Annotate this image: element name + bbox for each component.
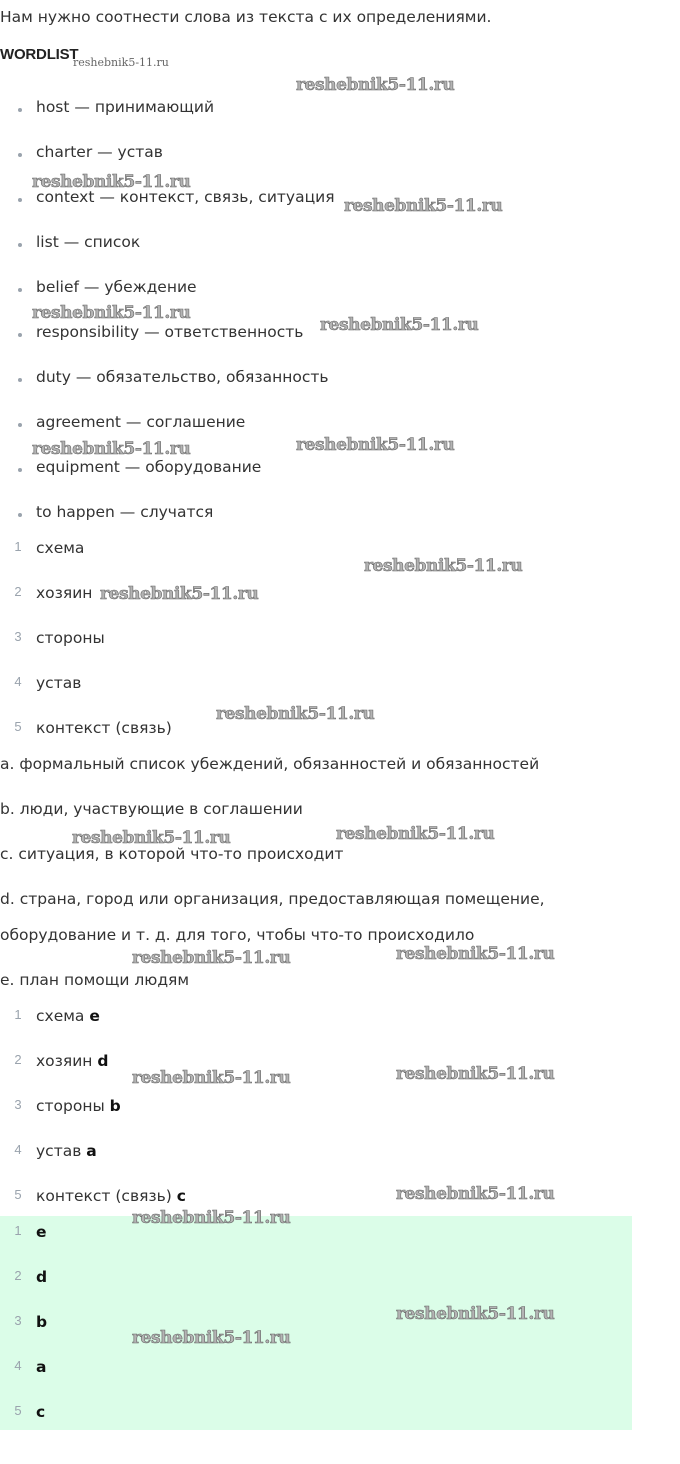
- watermark: reshebnik5-11.ru: [32, 439, 191, 459]
- bullet-icon: [18, 423, 22, 427]
- match-letter: a: [86, 1142, 97, 1160]
- watermark: reshebnik5-11.ru: [364, 556, 523, 576]
- watermark: reshebnik5-11.ru: [132, 1328, 291, 1348]
- definition-e: e. план помощи людям: [0, 971, 190, 989]
- bullet-icon: [18, 378, 22, 382]
- watermark: reshebnik5-11.ru: [32, 303, 191, 323]
- bullet-icon: [18, 243, 22, 247]
- match-letter: e: [89, 1007, 100, 1025]
- bullet-icon: [18, 198, 22, 202]
- bullet-icon: [18, 153, 22, 157]
- definition-c: c. ситуация, в которой что-то происходит: [0, 845, 344, 863]
- watermark: reshebnik5-11.ru: [320, 315, 479, 335]
- match-letter: d: [97, 1052, 109, 1070]
- bullet-icon: [18, 513, 22, 517]
- watermark: reshebnik5-11.ru: [216, 704, 375, 724]
- watermark: reshebnik5-11.ru: [132, 1208, 291, 1228]
- watermark: reshebnik5-11.ru: [396, 1064, 555, 1084]
- bullet-icon: [18, 288, 22, 292]
- match-letter: c: [176, 1187, 186, 1205]
- watermark: reshebnik5-11.ru: [132, 1068, 291, 1088]
- watermark: reshebnik5-11.ru: [336, 824, 495, 844]
- watermark: reshebnik5-11.ru: [396, 1304, 555, 1324]
- wordlist-heading: WORDLIST: [0, 46, 79, 63]
- watermark: reshebnik5-11.ru: [32, 172, 191, 192]
- match-letter: b: [109, 1097, 121, 1115]
- watermark: reshebnik5-11.ru: [396, 1184, 555, 1204]
- definition-b: b. люди, участвующие в соглашении: [0, 800, 303, 818]
- watermark: reshebnik5-11.ru: [132, 948, 291, 968]
- watermark: reshebnik5-11.ru: [396, 944, 555, 964]
- watermark: reshebnik5-11.ru: [296, 75, 455, 95]
- bullet-icon: [18, 333, 22, 337]
- watermark: reshebnik5-11.ru: [296, 435, 455, 455]
- definition-d: d. страна, город или организация, предоставляющая помещение,: [0, 890, 545, 908]
- watermark: reshebnik5-11.ru: [100, 584, 259, 604]
- bullet-icon: [18, 468, 22, 472]
- definition-d-continued: оборудование и т. д. для того, чтобы что-то происходило: [0, 926, 475, 944]
- intro-text: Нам нужно соотнести слова из текста с их определениями.: [0, 8, 492, 26]
- watermark: reshebnik5-11.ru: [72, 828, 231, 848]
- definition-a: a. формальный список убеждений, обязанностей и обязанностей: [0, 755, 540, 773]
- watermark: reshebnik5-11.ru: [344, 196, 503, 216]
- bullet-icon: [18, 108, 22, 112]
- watermark-small: reshebnik5-11.ru: [73, 56, 169, 69]
